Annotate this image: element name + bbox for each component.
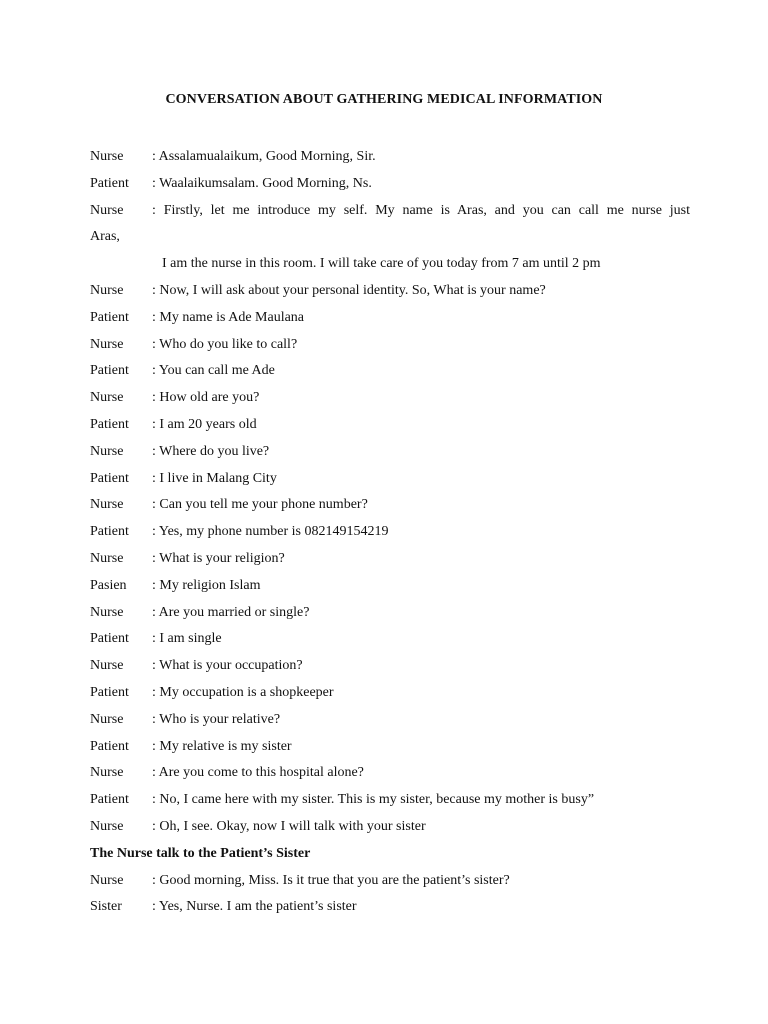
speaker-label: Nurse (90, 282, 124, 298)
speaker-label: Nurse (90, 550, 124, 566)
line-text: : Are you married or single? (152, 604, 310, 620)
line-text: : I live in Malang City (152, 470, 277, 486)
line-text: : Now, I will ask about your personal identity. So, What is your name? (152, 282, 546, 298)
speaker-label: Patient (90, 416, 129, 432)
dialogue-line (90, 600, 690, 627)
speaker-label: Patient (90, 684, 129, 700)
dialogue-line (90, 358, 690, 385)
dialogue-line (90, 439, 690, 466)
speaker-label: Nurse (90, 604, 124, 620)
line-text: : You can call me Ade (152, 363, 275, 379)
dialogue-line (90, 171, 690, 198)
indented-line: I am the nurse in this room. I will take care of you today from 7 am until 2 pm (162, 256, 601, 272)
speaker-label: Patient (90, 470, 129, 486)
dialogue-line (90, 760, 690, 787)
continuation-line: Aras, (90, 229, 120, 245)
line-text: : My name is Ade Maulana (152, 309, 305, 325)
dialogue-line (90, 626, 690, 653)
line-text: : My occupation is a shopkeeper (152, 684, 334, 700)
speaker-label: Sister (90, 899, 122, 915)
speaker-label: Patient (90, 738, 129, 754)
line-text: : Can you tell me your phone number? (152, 497, 368, 513)
dialogue-line (90, 278, 690, 305)
dialogue-list (90, 144, 690, 921)
dialogue-line (90, 412, 690, 439)
dialogue-line (90, 144, 690, 171)
dialogue-line (90, 707, 690, 734)
dialogue-line (90, 332, 690, 359)
speaker-label: Nurse (90, 765, 124, 781)
speaker-label: Patient (90, 309, 129, 325)
speaker-label: Patient (90, 631, 129, 647)
speaker-label: Nurse (90, 390, 124, 406)
line-text: : Oh, I see. Okay, now I will talk with your sister (152, 818, 426, 834)
speaker-label: Patient (90, 363, 129, 379)
speaker-label: Nurse (90, 711, 124, 727)
line-text: : My relative is my sister (152, 738, 292, 754)
dialogue-line (90, 519, 690, 546)
speaker-label: Nurse (90, 149, 124, 164)
speaker-label: Nurse (90, 872, 124, 888)
line-text: : Good morning, Miss. Is it true that you are the patient’s sister? (152, 872, 510, 888)
dialogue-line (90, 894, 690, 921)
line-text: : Assalamualaikum, Good Morning, Sir. (152, 149, 376, 164)
speaker-label: Nurse (90, 202, 124, 218)
line-text: : I am 20 years old (152, 416, 257, 432)
dialogue-line (90, 305, 690, 332)
speaker-label: Nurse (90, 818, 124, 834)
dialogue-line (90, 466, 690, 493)
line-text: : Yes, my phone number is 082149154219 (152, 524, 389, 540)
line-text: : What is your occupation? (152, 658, 303, 674)
document-title: CONVERSATION ABOUT GATHERING MEDICAL INFORMATION (165, 92, 603, 107)
line-text: : Who do you like to call? (152, 336, 298, 352)
dialogue-line (90, 734, 690, 761)
speaker-label: Patient (90, 792, 129, 808)
dialogue-line (90, 198, 690, 225)
line-text: : What is your religion? (152, 550, 285, 566)
speaker-label: Patient (90, 175, 129, 191)
dialogue-line (90, 787, 690, 814)
line-text: : Firstly, let me introduce my self. My name is Aras, and you can call me nurse just (152, 202, 690, 218)
line-text: : Waalaikumsalam. Good Morning, Ns. (152, 175, 372, 191)
line-text: : Yes, Nurse. I am the patient’s sister (152, 899, 357, 915)
line-text: : My religion Islam (152, 577, 261, 593)
dialogue-line (90, 385, 690, 412)
line-text: : Where do you live? (152, 443, 270, 459)
dialogue-line (90, 868, 690, 895)
line-text: : How old are you? (152, 390, 260, 406)
speaker-label: Nurse (90, 497, 124, 513)
dialogue-line (90, 573, 690, 600)
line-text: : I am single (152, 631, 222, 647)
speaker-label: Nurse (90, 658, 124, 674)
line-text: : Are you come to this hospital alone? (152, 765, 364, 781)
dialogue-line (90, 814, 690, 841)
speaker-label: Pasien (90, 577, 127, 593)
dialogue-line (90, 546, 690, 573)
line-text: : No, I came here with my sister. This is my sister, because my mother is busy” (152, 792, 595, 808)
speaker-label: Patient (90, 524, 129, 540)
dialogue-line (90, 492, 690, 519)
speaker-label: Nurse (90, 443, 124, 459)
section-heading: The Nurse talk to the Patient’s Sister (90, 845, 311, 861)
line-text: : Who is your relative? (152, 711, 281, 727)
dialogue-line (90, 680, 690, 707)
speaker-label: Nurse (90, 336, 124, 352)
dialogue-line (90, 653, 690, 680)
